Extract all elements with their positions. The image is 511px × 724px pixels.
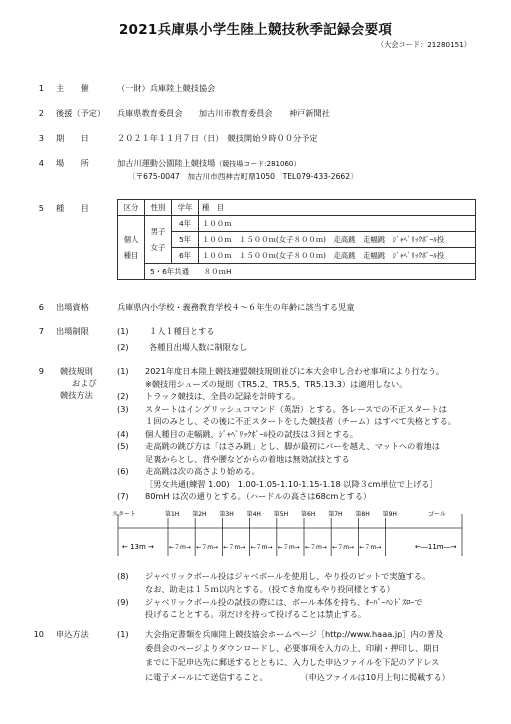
venue-code: （競技場コード:281060） [215, 160, 301, 168]
hurdle-label: 第2H [192, 511, 207, 518]
section-number: 1 [38, 83, 44, 93]
section-number: 9 [38, 366, 44, 376]
list-item-text: ジャベリックボール投はジャベボールを使用し、やり投のピットで実施する。 [145, 571, 431, 581]
list-item-number: (8) [117, 571, 129, 581]
events-cell: １００ｍ １５００ｍ(女子８００ｍ) 走高跳 走幅跳 ｼﾞｬﾍﾞﾘｯｸﾎﾞｰﾙ投 [199, 248, 476, 264]
section-number: 4 [38, 158, 44, 168]
list-item-text: スタートはイングリッシュコマンド（英語）とする。各レースでの不正スタートは [145, 403, 447, 414]
list-item-text: 各種目出場人数に制限なし [149, 342, 248, 352]
list-item-text: までに下記申込先に郵送するとともに、入力した申込ファイルを下記のアドレス [145, 657, 440, 668]
section-number: 10 [33, 629, 44, 639]
section-label: 後援（予定） [56, 108, 106, 118]
events-cell: １００ｍ [199, 216, 476, 232]
interval-label: ←７m→ [305, 544, 327, 551]
category-line: 個人 [123, 235, 139, 245]
table-header: 性別 [145, 200, 172, 216]
sex-line: 男子 [150, 227, 166, 237]
section-label: 出場制限 [56, 326, 89, 336]
table-header-row [118, 200, 476, 216]
list-item-text: ジャベリックボール投の試技の際には、ボール本体を持ち、ｵｰﾊﾞｰﾊﾝﾄﾞｽﾛｰで [145, 596, 423, 607]
list-item-number: (4) [117, 428, 129, 439]
grade-cell: 5・6年共通 [150, 266, 189, 276]
list-item-text: に電子メールにて送信すること。 （申込ファイルは10月上旬に掲載する） [145, 671, 450, 682]
hurdle-label: 第9H [382, 511, 397, 518]
hurdle-label: 第5H [273, 511, 289, 518]
list-item-text: 大会指定書類を兵庫陸上競技協会ホームページ［http://www.haaa.jp］内の普及 [145, 629, 444, 639]
category-cell [118, 216, 145, 280]
list-item-number: (2) [117, 391, 129, 401]
section-number: 2 [38, 108, 44, 118]
list-item-number: (7) [117, 491, 129, 501]
list-item-text: 委員会のページよりダウンロードし、必要事項を入力の上、印刷・押印し、期日 [145, 643, 440, 654]
grade-cell: 5年 [172, 232, 199, 248]
venue-name-text: 加古川運動公園陸上競技場 [117, 158, 216, 168]
events-table [117, 199, 476, 280]
table-row [118, 232, 476, 248]
table-row [118, 248, 476, 264]
interval-label: ←７m→ [196, 544, 219, 551]
list-item-text: 個人種目の走幅跳、ｼﾞｬﾍﾞﾘｯｸﾎﾞｰﾙ投の試技は３回とする。 [145, 428, 358, 439]
grade-cell: 4年 [172, 216, 199, 232]
section-label: 申込方法 [56, 629, 89, 639]
section-label: 場 所 [56, 158, 89, 168]
meet-code: （大会コード：21280151） [376, 40, 471, 49]
section-value: （一財）兵庫陸上競技協会 [117, 83, 216, 93]
list-item-number: (1) [117, 326, 129, 336]
list-item-text: 投げることとする。羽だけを持って投げることは禁止する。 [145, 609, 367, 620]
events-cell: ８０ｍH [203, 266, 232, 276]
hurdle-label: 第3H [219, 511, 234, 518]
interval-label: ←７m→ [332, 544, 355, 551]
list-item-number: (1) [117, 366, 129, 376]
hurdle-label: 第4H [246, 511, 261, 518]
section-label: および [72, 378, 97, 388]
interval-label: ←７m→ [250, 544, 273, 551]
section-number: 3 [38, 133, 44, 143]
section-label: 競技方法 [60, 390, 93, 400]
interval-label: ←７m→ [359, 544, 382, 551]
list-item-text: １人１種目とする [149, 326, 215, 336]
table-header: 学年 [172, 200, 199, 216]
list-item-text: 2021年度日本陸上競技連盟競技規則並びに本大会申し合わせ事項により行なう。 [145, 366, 445, 376]
list-item-text: 走高跳の跳び方は「はさみ跳」とし、脚が最初にバーを越え、マットへの着地は [145, 441, 440, 451]
section-value: ２０２１年１１月７日（日） 競技開始９時００分予定 [117, 133, 318, 143]
section-label: 競技規則 [60, 366, 93, 376]
start-label: スタート [112, 511, 137, 518]
table-row [118, 264, 476, 280]
section-label: 出場資格 [56, 302, 89, 312]
list-item-number: (6) [117, 466, 129, 476]
list-item-text: 80mH は次の通りとする。（ハードルの高さは68cmとする） [145, 491, 372, 501]
grade-cell: 6年 [172, 248, 199, 264]
venue-address: 〔〒675-0047 加古川市西神吉町鼎1050 TEL079-433-2662〕 [128, 172, 358, 181]
list-item-number: (5) [117, 441, 129, 451]
hurdles [165, 510, 397, 556]
interval-label: ←７m→ [223, 544, 246, 551]
list-item-text: １回のみとし、その後に不正スタートをした競技者（チーム）はすべて失格とする。 [145, 416, 456, 426]
sex-line: 女子 [150, 242, 166, 252]
page-title: 2021兵庫県小学生陸上競技秋季記録会要項 [118, 22, 393, 38]
section-label: 主 催 [56, 83, 89, 93]
list-item-number: (3) [117, 403, 129, 414]
first-interval-label: ← 13m → [122, 543, 154, 551]
hurdle-label: 第8H [355, 511, 370, 518]
hurdle-label: 第1H [165, 511, 180, 518]
list-item-text: 走高跳は次の高さより始める。 [145, 466, 260, 476]
table-row-combined [145, 264, 476, 280]
list-item-number: (1) [117, 629, 129, 639]
hurdle-label: 第6H [301, 511, 316, 518]
interval-label: ←７m→ [169, 544, 191, 551]
list-item-text: 足裏からとし、背や腰などからの着地は無効試技とする [145, 453, 350, 464]
list-item-number: (9) [117, 596, 129, 607]
sex-cell [145, 216, 172, 264]
last-interval-label: ←―11m―→ [415, 543, 457, 551]
venue-name [117, 158, 300, 169]
list-item-text: トラック競技は、全員の記録を計時する。 [145, 391, 301, 401]
section-label: 期 日 [56, 133, 89, 143]
interval-label: ←７m→ [277, 544, 300, 551]
section-value: 兵庫県内小学校・義務教育学校４～６年生の年齢に該当する児童 [117, 302, 355, 312]
section-number: 7 [38, 326, 44, 336]
table-header: 種 目 [199, 200, 476, 216]
events-cell: １００ｍ １５００ｍ(女子８００ｍ) 走高跳 走幅跳 ｼﾞｬﾍﾞﾘｯｸﾎﾞｰﾙ投 [199, 232, 476, 248]
section-number: 5 [38, 203, 44, 213]
table-row [118, 216, 476, 232]
list-item-text: ※競技用シューズの規則（TR5.2、TR5.5、TR5.13.3）は適用しない。 [145, 378, 408, 389]
hurdle-diagram [110, 506, 470, 564]
hurdle-label: 第7H [328, 511, 343, 518]
category-line: 種目 [123, 250, 139, 260]
table-header: 区分 [118, 200, 145, 216]
list-item-number: (2) [117, 342, 129, 352]
list-item-text: なお、助走は１５ｍ以内とする。（投てき角度もやり投同様とする） [145, 583, 395, 594]
list-item-text: ［男女共通(練習 1.00) 1.00-1.05-1.10-1.15-1.18 以降３cm単位で上げる］ [145, 478, 438, 489]
section-value: 兵庫県教育委員会 加古川市教育委員会 神戸新聞社 [117, 108, 330, 118]
goal-label: ゴール [428, 511, 446, 518]
section-label: 種 目 [56, 203, 89, 213]
section-number: 6 [38, 302, 44, 312]
